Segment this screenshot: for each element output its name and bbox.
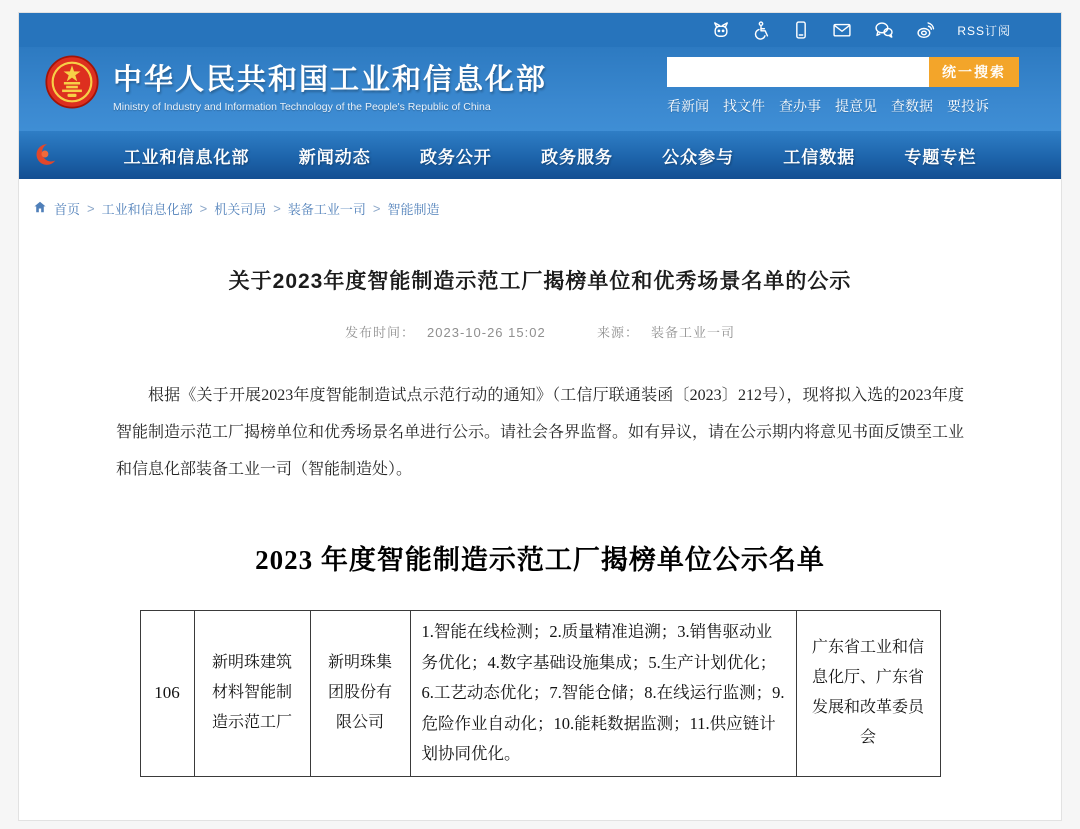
breadcrumb-home[interactable]: 首页	[54, 202, 81, 217]
mail-icon[interactable]	[831, 20, 853, 40]
accessibility-icon[interactable]	[751, 20, 771, 40]
national-emblem-icon	[45, 55, 99, 114]
search-button[interactable]: 统一搜索	[929, 57, 1019, 87]
breadcrumb-ministry[interactable]: 工业和信息化部	[101, 202, 193, 217]
nav-item-ministry[interactable]: 工业和信息化部	[123, 147, 250, 167]
search-area	[667, 57, 1019, 116]
quick-link-data[interactable]: 查数据	[891, 98, 933, 114]
cell-recommending-bodies: 广东省工业和信息化厅、广东省发展和改革委员会	[796, 611, 940, 777]
quick-link-complaints[interactable]: 要投诉	[947, 98, 989, 114]
wechat-icon[interactable]	[873, 20, 895, 40]
nav-flame-icon	[33, 141, 59, 172]
site-card	[18, 12, 1062, 821]
nav-item-special-topics[interactable]: 专题专栏	[904, 147, 977, 167]
cell-serial-number: 106	[140, 611, 194, 777]
home-icon	[33, 200, 47, 217]
publish-time: 2023-10-26 15:02	[427, 325, 546, 340]
rss-subscribe-link[interactable]: RSS订阅	[957, 23, 1011, 38]
breadcrumb-separator: >	[372, 201, 381, 216]
breadcrumb-departments[interactable]: 机关司局	[214, 202, 267, 217]
table-row	[140, 611, 940, 777]
site-subtitle: Ministry of Industry and Information Technology of the People's Republic of China	[113, 100, 491, 113]
breadcrumb-separator: >	[87, 201, 95, 216]
nav-item-public-participation[interactable]: 公众参与	[662, 147, 735, 167]
list-section-title: 2023 年度智能制造示范工厂揭榜单位公示名单	[255, 545, 825, 575]
site-logo[interactable]	[45, 55, 547, 114]
breadcrumb-separator: >	[273, 201, 281, 216]
nav-item-gov-disclosure[interactable]: 政务公开	[419, 147, 492, 167]
main-nav	[19, 131, 1061, 179]
quick-link-suggestions[interactable]: 提意见	[835, 98, 877, 114]
mobile-icon[interactable]	[791, 20, 811, 40]
breadcrumb-separator: >	[199, 201, 208, 216]
article-title: 关于2023年度智能制造示范工厂揭榜单位和优秀场景名单的公示	[228, 270, 852, 293]
nav-item-news[interactable]: 新闻动态	[298, 147, 371, 167]
brand-text	[113, 57, 547, 113]
quick-link-services[interactable]: 查办事	[779, 98, 821, 114]
cell-scene-list: 1.智能在线检测；2.质量精准追溯；3.销售驱动业务优化；4.数字基础设施集成；5.生产计划优化；6.工艺动态优化；7.智能仓储；8.在线运行监测；9.危险作业自动化；10.能耗数据监测；11.供应链计划协同优化。	[410, 611, 796, 777]
source-value: 装备工业一司	[650, 325, 735, 340]
weibo-icon[interactable]	[915, 20, 937, 40]
cell-company-name: 新明珠集团股份有限公司	[310, 611, 410, 777]
nav-item-gov-services[interactable]: 政务服务	[540, 147, 613, 167]
cell-factory-name: 新明珠建筑材料智能制造示范工厂	[194, 611, 310, 777]
quick-links	[667, 96, 1019, 116]
mascot-icon[interactable]	[711, 20, 731, 40]
site-title: 中华人民共和国工业和信息化部	[113, 63, 548, 96]
quick-link-files[interactable]: 找文件	[723, 98, 765, 114]
site-header	[19, 47, 1061, 131]
breadcrumb-equipment-dept[interactable]: 装备工业一司	[287, 202, 366, 217]
nav-item-miit-data[interactable]: 工信数据	[783, 147, 856, 167]
publish-time-label: 发布时间：	[345, 325, 416, 340]
source-label: 来源：	[596, 325, 639, 340]
shortlist-table	[140, 610, 941, 777]
search-input[interactable]	[667, 57, 929, 87]
breadcrumb-smart-manufacturing: 智能制造	[387, 202, 440, 217]
article-paragraph: 根据《关于开展2023年度智能制造试点示范行动的通知》（工信厅联通装函〔2023〕212号），现将拟入选的2023年度智能制造示范工厂揭榜单位和优秀场景名单进行公示。请社会各界监督。如有异议，请在公示期内将意见书面反馈至工业和信息化部装备工业一司（智能制造处）。	[116, 387, 965, 478]
article-meta	[19, 322, 1061, 341]
quick-link-news[interactable]: 看新闻	[667, 98, 709, 114]
breadcrumb	[33, 199, 1061, 218]
top-icon-bar	[19, 13, 1061, 47]
